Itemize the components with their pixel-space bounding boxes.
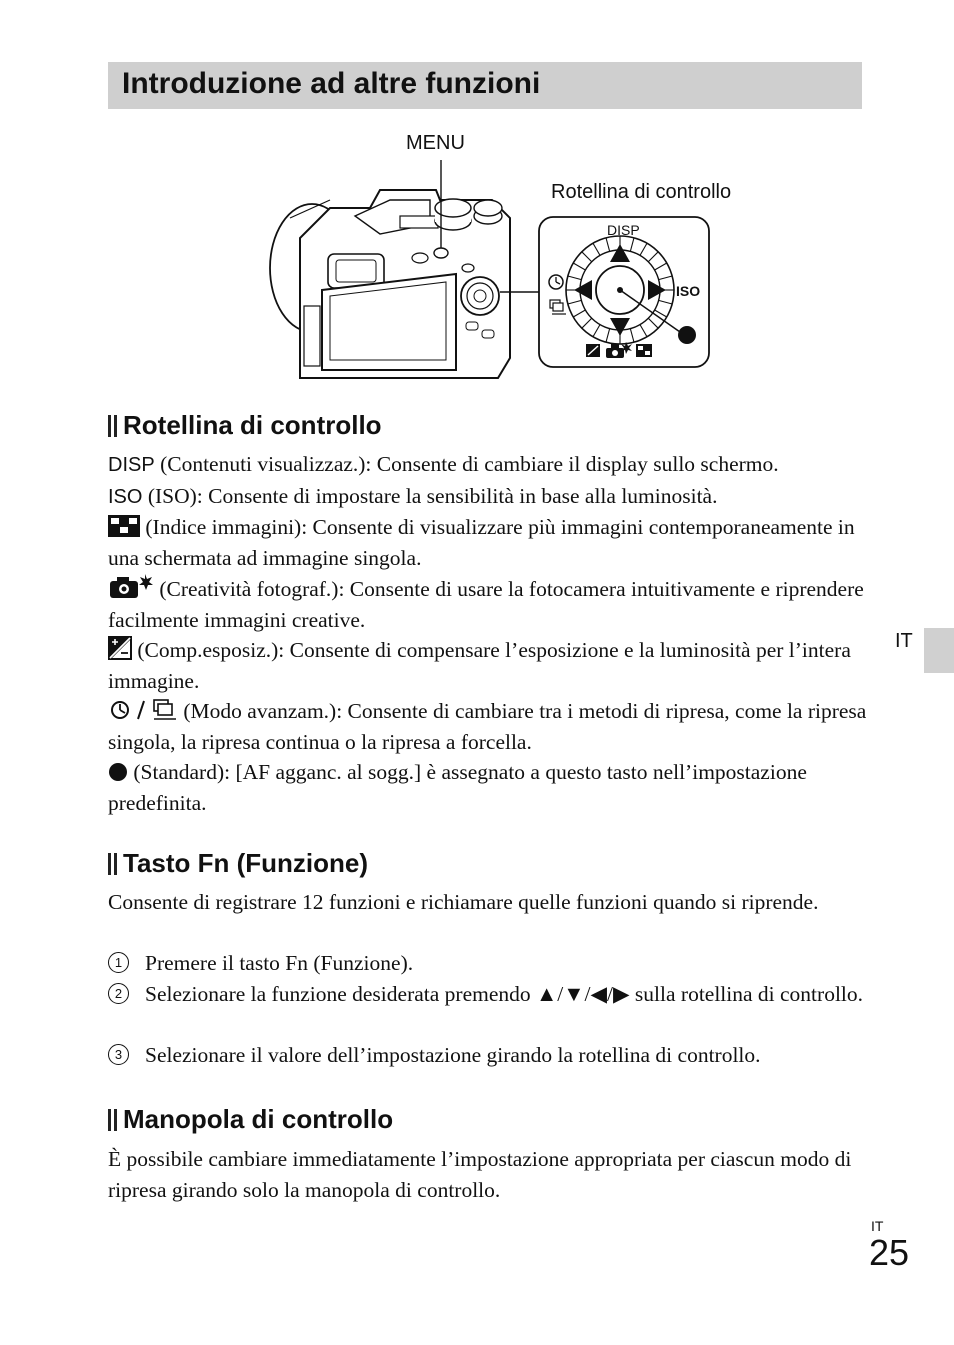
step-number: 1 [108,952,129,973]
fn-intro: Consente di registrare 12 funzioni e richiamare quelle funzioni quando si riprende. [108,890,819,914]
step-text: Selezionare la funzione desiderata premendo ▲/▼/◀/▶ sulla rotellina di controllo. [145,982,864,1006]
disp-wheel-label: DISP [607,222,640,238]
fn-step-2 [108,979,868,1010]
fn-step-1 [108,948,868,979]
iso-code: ISO [108,485,143,508]
page-language: IT [871,1218,884,1234]
rotellina-description [108,449,868,818]
section-heading-fn [108,848,368,879]
index-grid-icon [108,515,140,537]
standard-dot-icon [108,762,128,782]
camera-figure [260,128,760,390]
standard-text: (Standard): [AF agganc. al sogg.] è assegnato a questo tasto nell’impostazione predefinita. [108,760,807,815]
disp-text: (Contenuti visualizzaz.): Consente di cambiare il display sullo schermo. [154,452,779,476]
disp-code: DISP [108,454,155,476]
language-side-label: IT [895,630,913,652]
section-heading-rotellina [108,410,382,441]
fn-step-3 [108,1040,868,1071]
iso-text: (ISO): Consente di impostare la sensibilità in base alla luminosità. [142,483,718,508]
section-marker-icon [108,1109,117,1131]
manopola-text: È possibile cambiare immediatamente l’impostazione appropriata per ciascun modo di ripresa girando solo la manopola di controllo. [108,1147,852,1202]
menu-label: MENU [406,132,465,154]
language-side-tab [924,628,954,673]
section-marker-icon [108,415,117,437]
section-heading-manopola [108,1104,393,1135]
creative-text: (Creatività fotograf.): Consente di usare la fotocamera intuitivamente e riprendere facilmente immagini creative. [108,577,864,632]
step-number: 2 [108,983,129,1004]
iso-wheel-label: ISO [676,283,701,299]
page-title: Introduzione ad altre funzioni [122,67,541,100]
creative-photo-icon [108,573,154,599]
index-text: (Indice immagini): Consente di visualizzare più immagini contemporaneamente in una schermata ad immagine singola. [108,515,855,570]
drive-text: (Modo avanzam.): Consente di cambiare tra i metodi di ripresa, come la ripresa singola, la ripresa continua o la ripresa a forcella. [108,699,867,754]
drive-mode-icon [108,697,178,721]
step-text: Premere il tasto Fn (Funzione). [145,951,414,975]
section-marker-icon [108,853,117,875]
wheel-label: Rotellina di controllo [551,181,732,203]
camera-illustration [260,128,760,390]
section-heading-text: Tasto Fn (Funzione) [123,848,369,878]
page-number: 25 [869,1232,910,1273]
section-heading-text: Manopola di controllo [123,1104,394,1134]
exposure-comp-icon [108,636,132,660]
step-number: 3 [108,1044,129,1065]
step-text: Selezionare il valore dell’impostazione girando la rotellina di controllo. [145,1043,761,1067]
exposure-text: (Comp.esposiz.): Consente di compensare l’esposizione e la luminosità per l’intera immagine. [108,638,851,693]
title-bar [108,62,862,109]
section-heading-text: Rotellina di controllo [123,410,382,440]
